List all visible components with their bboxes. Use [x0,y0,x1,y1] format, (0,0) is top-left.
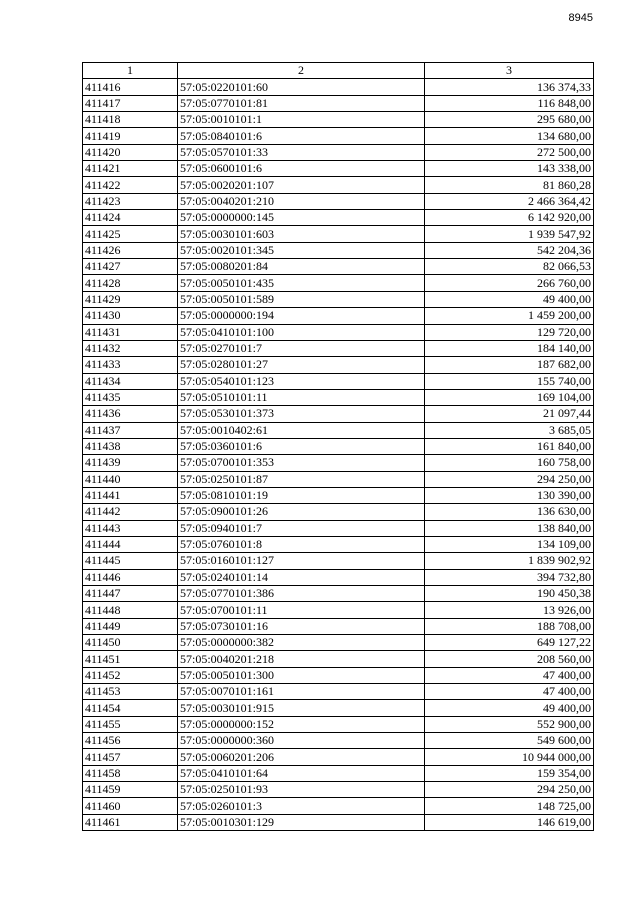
value-cell: 82 066,53 [425,259,594,275]
table-row [83,635,594,651]
cadastral-number-cell: 57:05:0020101:345 [178,242,425,258]
value-cell: 138 840,00 [425,520,594,536]
value-cell: 549 600,00 [425,733,594,749]
row-number-cell: 411444 [83,536,178,552]
value-cell: 6 142 920,00 [425,210,594,226]
row-number-cell: 411418 [83,112,178,128]
table-row [83,798,594,814]
table-row [83,259,594,275]
cadastral-number-cell: 57:05:0160101:127 [178,553,425,569]
table-row [83,700,594,716]
column-header-2: 2 [178,63,425,79]
row-number-cell: 411450 [83,635,178,651]
row-number-cell: 411438 [83,438,178,454]
cadastral-number-cell: 57:05:0040201:210 [178,193,425,209]
table-row [83,193,594,209]
table-row [83,520,594,536]
cadastral-number-cell: 57:05:0250101:87 [178,471,425,487]
value-cell: 134 680,00 [425,128,594,144]
row-number-cell: 411420 [83,144,178,160]
value-cell: 649 127,22 [425,635,594,651]
table-row [83,814,594,830]
row-number-cell: 411449 [83,618,178,634]
cadastral-number-cell: 57:05:0760101:8 [178,536,425,552]
column-header-3: 3 [425,63,594,79]
cadastral-number-cell: 57:05:0000000:145 [178,210,425,226]
cadastral-number-cell: 57:05:0530101:373 [178,406,425,422]
table-row [83,406,594,422]
value-cell: 49 400,00 [425,291,594,307]
table-row [83,749,594,765]
cadastral-number-cell: 57:05:0270101:7 [178,340,425,356]
row-number-cell: 411427 [83,259,178,275]
table-row [83,144,594,160]
table-row [83,651,594,667]
cadastral-number-cell: 57:05:0810101:19 [178,487,425,503]
cadastral-number-cell: 57:05:0600101:6 [178,161,425,177]
cadastral-number-cell: 57:05:0770101:386 [178,586,425,602]
value-cell: 190 450,38 [425,586,594,602]
value-cell: 3 685,05 [425,422,594,438]
table-row [83,553,594,569]
value-cell: 49 400,00 [425,700,594,716]
row-number-cell: 411457 [83,749,178,765]
table-row [83,308,594,324]
value-cell: 188 708,00 [425,618,594,634]
table-row [83,79,594,95]
table-row [83,242,594,258]
cadastral-number-cell: 57:05:0540101:123 [178,373,425,389]
value-cell: 1 839 902,92 [425,553,594,569]
row-number-cell: 411422 [83,177,178,193]
row-number-cell: 411433 [83,357,178,373]
cadastral-number-cell: 57:05:0730101:16 [178,618,425,634]
cadastral-number-cell: 57:05:0040201:218 [178,651,425,667]
row-number-cell: 411424 [83,210,178,226]
value-cell: 394 732,80 [425,569,594,585]
value-cell: 47 400,00 [425,684,594,700]
row-number-cell: 411451 [83,651,178,667]
value-cell: 1 459 200,00 [425,308,594,324]
cadastral-number-cell: 57:05:0700101:353 [178,455,425,471]
cadastral-number-cell: 57:05:0030101:915 [178,700,425,716]
cadastral-number-cell: 57:05:0070101:161 [178,684,425,700]
value-cell: 129 720,00 [425,324,594,340]
cadastral-number-cell: 57:05:0000000:152 [178,716,425,732]
value-cell: 161 840,00 [425,438,594,454]
cadastral-number-cell: 57:05:0410101:64 [178,765,425,781]
table-row [83,586,594,602]
table-body [83,79,594,831]
value-cell: 143 338,00 [425,161,594,177]
table-row [83,324,594,340]
value-cell: 187 682,00 [425,357,594,373]
cadastral-number-cell: 57:05:0030101:603 [178,226,425,242]
value-cell: 134 109,00 [425,536,594,552]
cadastral-number-cell: 57:05:0940101:7 [178,520,425,536]
value-cell: 81 860,28 [425,177,594,193]
row-number-cell: 411434 [83,373,178,389]
row-number-cell: 411425 [83,226,178,242]
table-row [83,112,594,128]
table-row [83,765,594,781]
row-number-cell: 411442 [83,504,178,520]
table-row [83,389,594,405]
cadastral-number-cell: 57:05:0010402:61 [178,422,425,438]
value-cell: 169 104,00 [425,389,594,405]
table-row [83,161,594,177]
row-number-cell: 411443 [83,520,178,536]
table-row [83,128,594,144]
row-number-cell: 411426 [83,242,178,258]
table-row [83,667,594,683]
table-row [83,95,594,111]
cadastral-number-cell: 57:05:0770101:81 [178,95,425,111]
cadastral-number-cell: 57:05:0700101:11 [178,602,425,618]
header-row [83,63,594,79]
table-row [83,569,594,585]
row-number-cell: 411455 [83,716,178,732]
value-cell: 542 204,36 [425,242,594,258]
row-number-cell: 411437 [83,422,178,438]
row-number-cell: 411417 [83,95,178,111]
value-cell: 148 725,00 [425,798,594,814]
value-cell: 1 939 547,92 [425,226,594,242]
row-number-cell: 411459 [83,782,178,798]
cadastral-number-cell: 57:05:0410101:100 [178,324,425,340]
value-cell: 208 560,00 [425,651,594,667]
value-cell: 184 140,00 [425,340,594,356]
row-number-cell: 411460 [83,798,178,814]
row-number-cell: 411445 [83,553,178,569]
row-number-cell: 411428 [83,275,178,291]
value-cell: 155 740,00 [425,373,594,389]
table-row [83,177,594,193]
row-number-cell: 411431 [83,324,178,340]
value-cell: 130 390,00 [425,487,594,503]
table-row [83,602,594,618]
cadastral-number-cell: 57:05:0240101:14 [178,569,425,585]
cadastral-number-cell: 57:05:0050101:435 [178,275,425,291]
row-number-cell: 411441 [83,487,178,503]
value-cell: 552 900,00 [425,716,594,732]
table-row [83,684,594,700]
table-row [83,291,594,307]
value-cell: 160 758,00 [425,455,594,471]
row-number-cell: 411435 [83,389,178,405]
cadastral-number-cell: 57:05:0510101:11 [178,389,425,405]
row-number-cell: 411432 [83,340,178,356]
value-cell: 21 097,44 [425,406,594,422]
cadastral-number-cell: 57:05:0020201:107 [178,177,425,193]
cadastral-number-cell: 57:05:0000000:194 [178,308,425,324]
value-cell: 295 680,00 [425,112,594,128]
value-cell: 116 848,00 [425,95,594,111]
cadastral-number-cell: 57:05:0570101:33 [178,144,425,160]
cadastral-number-cell: 57:05:0050101:589 [178,291,425,307]
table-row [83,504,594,520]
row-number-cell: 411416 [83,79,178,95]
row-number-cell: 411446 [83,569,178,585]
row-number-cell: 411436 [83,406,178,422]
column-header-1: 1 [83,63,178,79]
value-cell: 294 250,00 [425,471,594,487]
cadastral-number-cell: 57:05:0010101:1 [178,112,425,128]
table-row [83,782,594,798]
row-number-cell: 411429 [83,291,178,307]
row-number-cell: 411430 [83,308,178,324]
value-cell: 159 354,00 [425,765,594,781]
row-number-cell: 411458 [83,765,178,781]
row-number-cell: 411447 [83,586,178,602]
table-row [83,487,594,503]
table-row [83,536,594,552]
cadastral-number-cell: 57:05:0900101:26 [178,504,425,520]
value-cell: 2 466 364,42 [425,193,594,209]
value-cell: 146 619,00 [425,814,594,830]
table-row [83,455,594,471]
cadastral-number-cell: 57:05:0840101:6 [178,128,425,144]
cadastral-number-cell: 57:05:0000000:382 [178,635,425,651]
row-number-cell: 411461 [83,814,178,830]
value-cell: 266 760,00 [425,275,594,291]
table-row [83,226,594,242]
value-cell: 294 250,00 [425,782,594,798]
row-number-cell: 411419 [83,128,178,144]
cadastral-number-cell: 57:05:0060201:206 [178,749,425,765]
registry-table [82,62,594,831]
value-cell: 272 500,00 [425,144,594,160]
row-number-cell: 411448 [83,602,178,618]
row-number-cell: 411456 [83,733,178,749]
table-row [83,733,594,749]
table-row [83,471,594,487]
table-row [83,422,594,438]
row-number-cell: 411454 [83,700,178,716]
row-number-cell: 411452 [83,667,178,683]
table-row [83,618,594,634]
row-number-cell: 411453 [83,684,178,700]
value-cell: 47 400,00 [425,667,594,683]
cadastral-number-cell: 57:05:0260101:3 [178,798,425,814]
cadastral-number-cell: 57:05:0010301:129 [178,814,425,830]
row-number-cell: 411423 [83,193,178,209]
table-row [83,340,594,356]
page-number: 8945 [568,12,593,24]
cadastral-number-cell: 57:05:0220101:60 [178,79,425,95]
cadastral-number-cell: 57:05:0050101:300 [178,667,425,683]
cadastral-number-cell: 57:05:0360101:6 [178,438,425,454]
row-number-cell: 411421 [83,161,178,177]
cadastral-number-cell: 57:05:0080201:84 [178,259,425,275]
value-cell: 10 944 000,00 [425,749,594,765]
row-number-cell: 411439 [83,455,178,471]
table-row [83,716,594,732]
cadastral-number-cell: 57:05:0000000:360 [178,733,425,749]
table-row [83,210,594,226]
table-row [83,438,594,454]
row-number-cell: 411440 [83,471,178,487]
table-row [83,373,594,389]
cadastral-number-cell: 57:05:0250101:93 [178,782,425,798]
value-cell: 136 630,00 [425,504,594,520]
value-cell: 136 374,33 [425,79,594,95]
cadastral-number-cell: 57:05:0280101:27 [178,357,425,373]
table-row [83,357,594,373]
table-row [83,275,594,291]
value-cell: 13 926,00 [425,602,594,618]
